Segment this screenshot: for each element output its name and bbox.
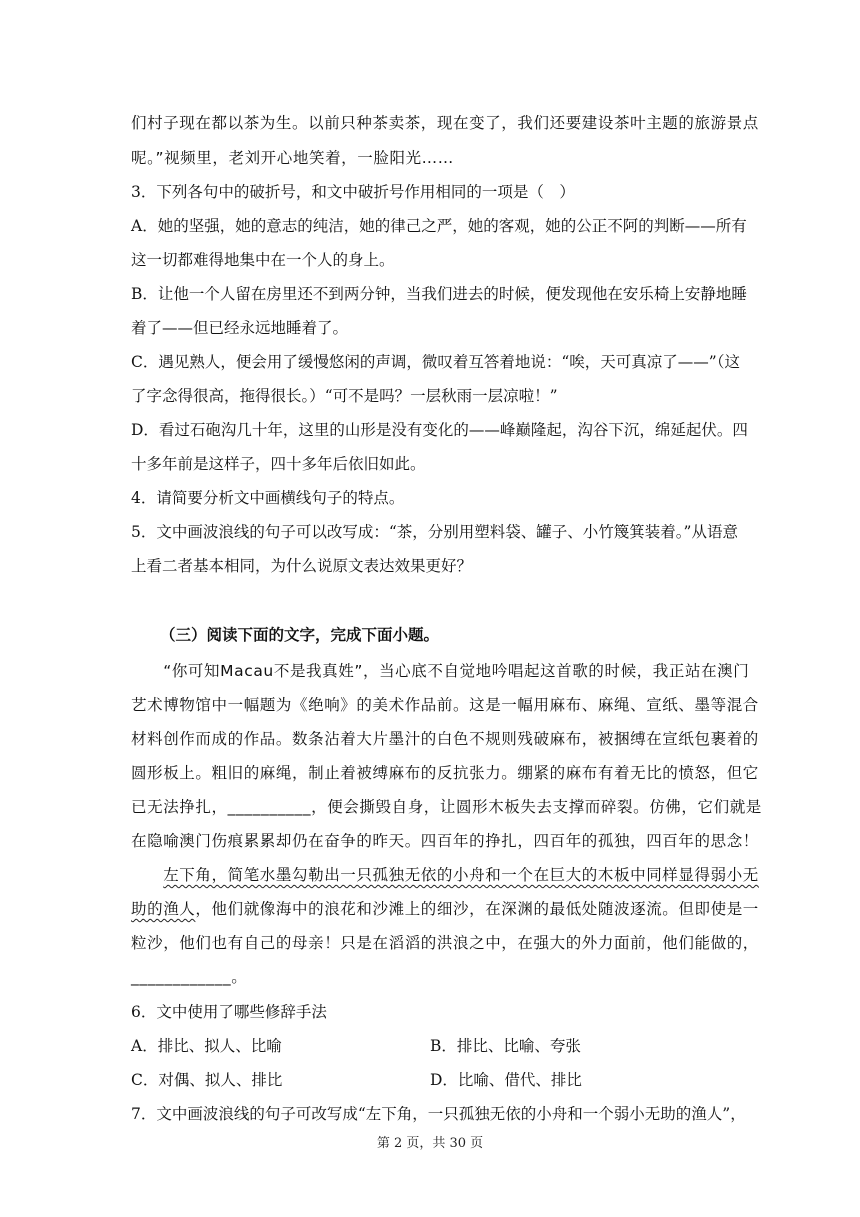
option-d-line: 十多年前是这样子，四十多年后依旧如此。 bbox=[131, 455, 426, 473]
option-c-line: 了字念得很高，拖得很长。）“可不是吗？一层秋雨一层凉啦！” bbox=[131, 387, 558, 405]
passage-line: 在隐喻澳门伤痕累累却仍在奋争的昨天。四百年的挣扎，四百年的孤独，四百年的思念！ bbox=[131, 832, 759, 850]
wavy-underlined-sentence: 助的渔人 bbox=[131, 900, 196, 918]
passage-line: 材料创作而成的作品。数条沾着大片墨汁的白色不规则残破麻布，被捆缚在宣纸包裹着的 bbox=[131, 730, 759, 748]
question-5-line: 上看二者基本相同，为什么说原文表达效果更好？ bbox=[131, 557, 473, 575]
question-5-line: 5．文中画波浪线的句子可以改写成：“茶，分别用塑料袋、罐子、小竹篾箕装着。”从语意 bbox=[131, 523, 738, 541]
passage-line: 已无法挣扎，__________，便会撕毁自身，让圆形木板失去支撑而碎裂。仿佛，它们就是 bbox=[131, 798, 762, 816]
option-d-line: D．看过石砲沟几十年，这里的山形是没有变化的——峰巅隆起，沟谷下沉，绵延起伏。四 bbox=[131, 421, 748, 439]
passage-line: ____________。 bbox=[131, 968, 248, 986]
option-c-line: C．遇见熟人，便会用了缓慢悠闲的声调，微叹着互答着地说：“唉，天可真凉了——”（这 bbox=[131, 353, 740, 371]
passage-line bbox=[131, 661, 750, 681]
passage-line: 圆形板上。粗旧的麻绳，制止着被缚麻布的反抗张力。绷紧的麻布有着无比的愤怒，但它 bbox=[131, 764, 759, 782]
option-a-line: 这一切都难得地集中在一个人的身上。 bbox=[131, 251, 395, 269]
question-7-line: 7．文中画波浪线的句子可改写成“左下角，一只孤独无依的小舟和一个弱小无助的渔人”， bbox=[131, 1105, 746, 1123]
passage-line: 粒沙，他们也有自己的母亲！只是在滔滔的洪浪之中，在强大的外力面前，他们能做的， bbox=[131, 934, 759, 952]
question-6-stem: 6．文中使用了哪些修辞手法 bbox=[131, 1003, 327, 1021]
passage-text: ，他们就像海中的浪花和沙滩上的细沙，在深渊的最低处随波逐流。但即使是一 bbox=[195, 900, 759, 918]
question-3-stem: 3．下列各句中的破折号，和文中破折号作用相同的一项是（ ） bbox=[131, 183, 575, 201]
wavy-underlined-sentence: 左下角，简笔水墨勾勒出一只孤独无依的小舟和一个在巨大的木板中同样显得弱小无 bbox=[163, 866, 759, 884]
option-a-line: A．她的坚强，她的意志的纯洁，她的律己之严，她的客观，她的公正不阿的判断——所有 bbox=[131, 217, 747, 235]
option-a: A．排比、拟人、比喻 bbox=[131, 1037, 282, 1055]
option-c: C．对偶、拟人、排比 bbox=[131, 1071, 283, 1089]
passage-line: 呢。”视频里，老刘开心地笑着，一脸阳光…… bbox=[131, 149, 454, 167]
option-b-line: 着了——但已经永远地睡着了。 bbox=[131, 319, 349, 337]
passage-line bbox=[131, 865, 759, 885]
passage-line: 们村子现在都以茶为生。以前只种茶卖茶，现在变了，我们还要建设茶叶主题的旅游景点 bbox=[131, 114, 759, 132]
section-heading: （三）阅读下面的文字，完成下面小题。 bbox=[160, 625, 440, 644]
option-d: D．比喻、借代、排比 bbox=[430, 1071, 582, 1089]
passage-line bbox=[131, 899, 759, 919]
option-b: B．排比、比喻、夸张 bbox=[430, 1037, 581, 1055]
passage-text: “你可知Macau不是我真姓”，当心底不自觉地吟唱起这首歌的时候，我正站在澳门 bbox=[163, 662, 750, 680]
question-4-stem: 4．请简要分析文中画横线句子的特点。 bbox=[131, 489, 405, 507]
passage-line: 艺术博物馆中一幅题为《绝响》的美术作品前。这是一幅用麻布、麻绳、宣纸、墨等混合 bbox=[131, 696, 759, 714]
page-number-footer: 第 2 页，共 30 页 bbox=[376, 1136, 484, 1151]
option-b-line: B．让他一个人留在房里还不到两分钟，当我们进去的时候，便发现他在安乐椅上安静地睡 bbox=[131, 285, 747, 303]
